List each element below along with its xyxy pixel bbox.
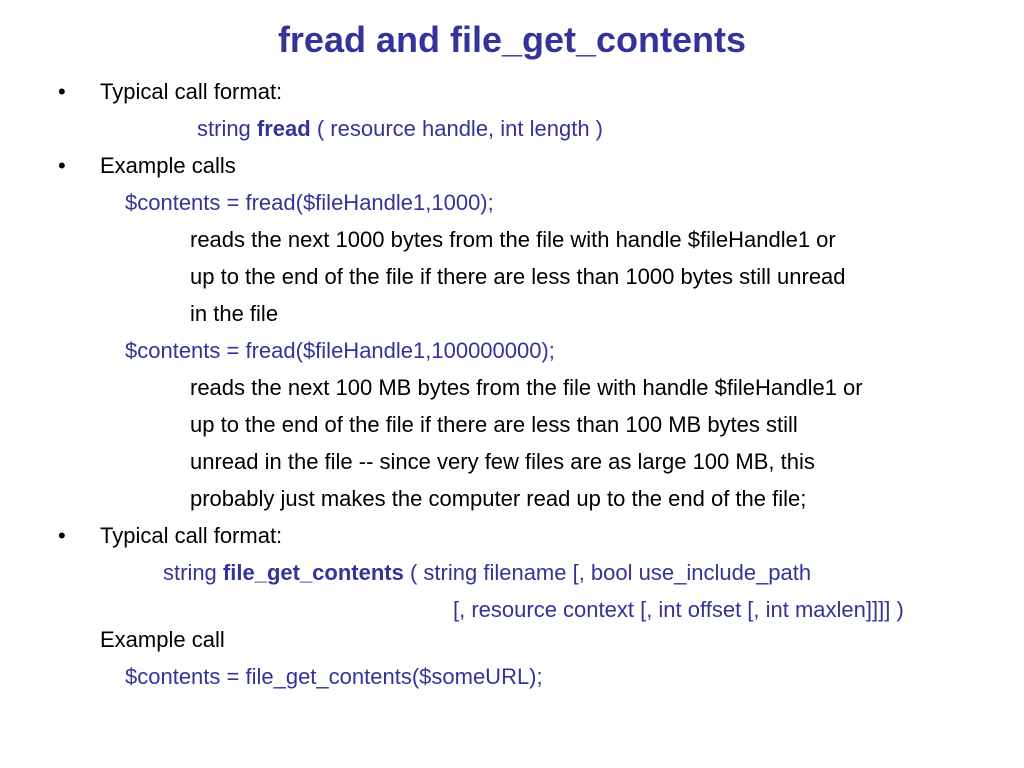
slide-title: fread and file_get_contents	[277, 19, 747, 60]
desc1-line: in the file	[190, 301, 279, 326]
bullet-3: •	[58, 523, 66, 548]
desc1-line: up to the end of the file if there are less than 1000 bytes still unread	[190, 264, 846, 289]
fread-signature	[197, 116, 603, 142]
section2-heading: Example calls	[100, 153, 236, 178]
example-call-2: $contents = fread($fileHandle1,100000000);	[125, 338, 555, 363]
desc2-line: probably just makes the computer read up to the end of the file;	[190, 486, 807, 511]
section3-example-heading: Example call	[100, 627, 225, 652]
section3-heading: Typical call format:	[100, 523, 283, 548]
fread-signature-params: ( resource handle, int length )	[316, 116, 604, 141]
file-get-contents-signature	[163, 560, 811, 586]
desc2-line: up to the end of the file if there are less than 100 MB bytes still	[190, 412, 798, 437]
fgc-signature-params-2: [, resource context [, int offset [, int maxlen]]]] )	[453, 597, 904, 622]
example-call-3: $contents = file_get_contents($someURL);	[125, 664, 543, 689]
section1-heading: Typical call format:	[100, 79, 283, 104]
desc2-line: unread in the file -- since very few files are as large 100 MB, this	[190, 449, 815, 474]
fgc-signature-func: file_get_contents	[222, 560, 404, 585]
desc2-line: reads the next 100 MB bytes from the file with handle $fileHandle1 or	[190, 375, 863, 400]
example-call-1: $contents = fread($fileHandle1,1000);	[125, 190, 494, 215]
fread-signature-func: fread	[256, 116, 311, 141]
desc1-line: reads the next 1000 bytes from the file with handle $fileHandle1 or	[190, 227, 836, 252]
fgc-signature-params-1: ( string filename [, bool use_include_path	[409, 560, 812, 585]
bullet-1: •	[58, 79, 66, 104]
bullet-2: •	[58, 153, 66, 178]
fread-signature-type: string	[197, 116, 251, 141]
fgc-signature-type: string	[163, 560, 217, 585]
